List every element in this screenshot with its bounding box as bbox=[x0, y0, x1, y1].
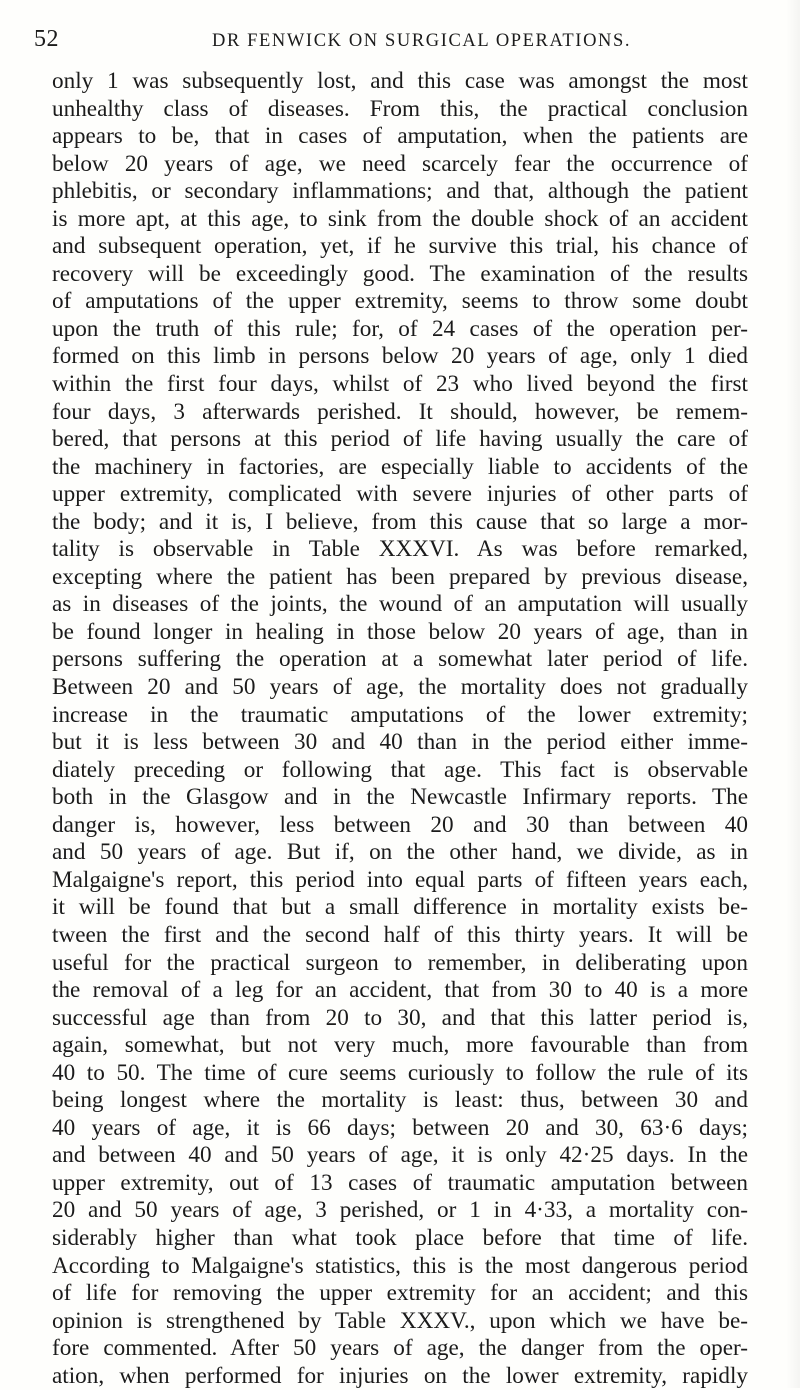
text-line: Malgaigne's report, this period into equal parts of fifteen years each, bbox=[52, 866, 748, 893]
text-line: diately preceding or following that age. This fact is observable bbox=[52, 756, 748, 783]
text-line: danger is, however, less between 20 and 30 than between 40 bbox=[52, 811, 748, 838]
text-line: phlebitis, or secondary inflammations; and that, although the patient bbox=[52, 178, 748, 205]
text-line: Between 20 and 50 years of age, the mortality does not gradually bbox=[52, 674, 748, 701]
text-line: and between 40 and 50 years of age, it is only 42·25 days. In the bbox=[52, 1142, 748, 1169]
text-line: upper extremity, complicated with severe injuries of other parts of bbox=[52, 481, 748, 508]
text-line: bered, that persons at this period of life having usually the care of bbox=[52, 426, 748, 453]
text-line: only 1 was subsequently lost, and this case was amongst the most bbox=[52, 68, 748, 94]
text-line: 40 years of age, it is 66 days; between 20 and 30, 63·6 days; bbox=[52, 1114, 748, 1141]
text-line: and 50 years of age. But if, on the other hand, we divide, as in bbox=[52, 839, 748, 866]
text-line: again, somewhat, but not very much, more favourable than from bbox=[52, 1032, 748, 1059]
text-line: upon the truth of this rule; for, of 24 cases of the operation per- bbox=[52, 315, 748, 342]
text-line: persons suffering the operation at a somewhat later period of life. bbox=[52, 646, 748, 673]
text-line: and subsequent operation, yet, if he survive this trial, his chance of bbox=[52, 233, 748, 260]
text-line: within the first four days, whilst of 23 who lived beyond the first bbox=[52, 371, 748, 398]
text-line: but it is less between 30 and 40 than in the period either imme- bbox=[52, 729, 748, 756]
body-text bbox=[52, 68, 748, 1390]
text-line: ation, when performed for injuries on the lower extremity, rapidly bbox=[52, 1362, 748, 1389]
text-line: it will be found that but a small difference in mortality exists be- bbox=[52, 894, 748, 921]
text-line: siderably higher than what took place before that time of life. bbox=[52, 1224, 748, 1251]
page-edge-shadow bbox=[786, 0, 800, 1388]
text-line: appears to be, that in cases of amputation, when the patients are bbox=[52, 123, 748, 150]
text-line: be found longer in healing in those below 20 years of age, than in bbox=[52, 618, 748, 645]
page-number: 52 bbox=[34, 26, 59, 52]
text-line: tality is observable in Table XXXVI. As was before remarked, bbox=[52, 536, 748, 563]
text-line: as in diseases of the joints, the wound of an amputation will usually bbox=[52, 591, 748, 618]
text-line: being longest where the mortality is least: thus, between 30 and bbox=[52, 1087, 748, 1114]
text-line: the body; and it is, I believe, from this cause that so large a mor- bbox=[52, 508, 748, 535]
text-line: the machinery in factories, are especially liable to accidents of the bbox=[52, 453, 748, 480]
text-line: According to Malgaigne's statistics, this is the most dangerous period bbox=[52, 1252, 748, 1279]
text-line: increase in the traumatic amputations of the lower extremity; bbox=[52, 701, 748, 728]
text-line: recovery will be exceedingly good. The examination of the results bbox=[52, 260, 748, 287]
text-line: excepting where the patient has been prepared by previous disease, bbox=[52, 563, 748, 590]
text-line: of life for removing the upper extremity for an accident; and this bbox=[52, 1280, 748, 1307]
text-line: the removal of a leg for an accident, that from 30 to 40 is a more bbox=[52, 977, 748, 1004]
text-line: below 20 years of age, we need scarcely fear the occurrence of bbox=[52, 150, 748, 177]
text-line: of amputations of the upper extremity, seems to throw some doubt bbox=[52, 288, 748, 315]
text-line: tween the first and the second half of this thirty years. It will be bbox=[52, 921, 748, 948]
text-line: 40 to 50. The time of cure seems curiously to follow the rule of its bbox=[52, 1059, 748, 1086]
text-line: formed on this limb in persons below 20 years of age, only 1 died bbox=[52, 343, 748, 370]
text-line: useful for the practical surgeon to remember, in deliberating upon bbox=[52, 949, 748, 976]
text-line: unhealthy class of diseases. From this, the practical conclusion bbox=[52, 95, 748, 122]
text-line: successful age than from 20 to 30, and that this latter period is, bbox=[52, 1004, 748, 1031]
text-line: upper extremity, out of 13 cases of traumatic amputation between bbox=[52, 1169, 748, 1196]
text-line: 20 and 50 years of age, 3 perished, or 1 in 4·33, a mortality con- bbox=[52, 1197, 748, 1224]
text-line: opinion is strengthened by Table XXXV., upon which we have be- bbox=[52, 1307, 748, 1334]
text-line: both in the Glasgow and in the Newcastle Infirmary reports. The bbox=[52, 784, 748, 811]
text-line: is more apt, at this age, to sink from the double shock of an accident bbox=[52, 205, 748, 232]
running-head bbox=[34, 24, 752, 54]
running-title: DR FENWICK ON SURGICAL OPERATIONS. bbox=[212, 31, 632, 51]
text-line: fore commented. After 50 years of age, the danger from the oper- bbox=[52, 1335, 748, 1362]
text-line: four days, 3 afterwards perished. It should, however, be remem- bbox=[52, 398, 748, 425]
